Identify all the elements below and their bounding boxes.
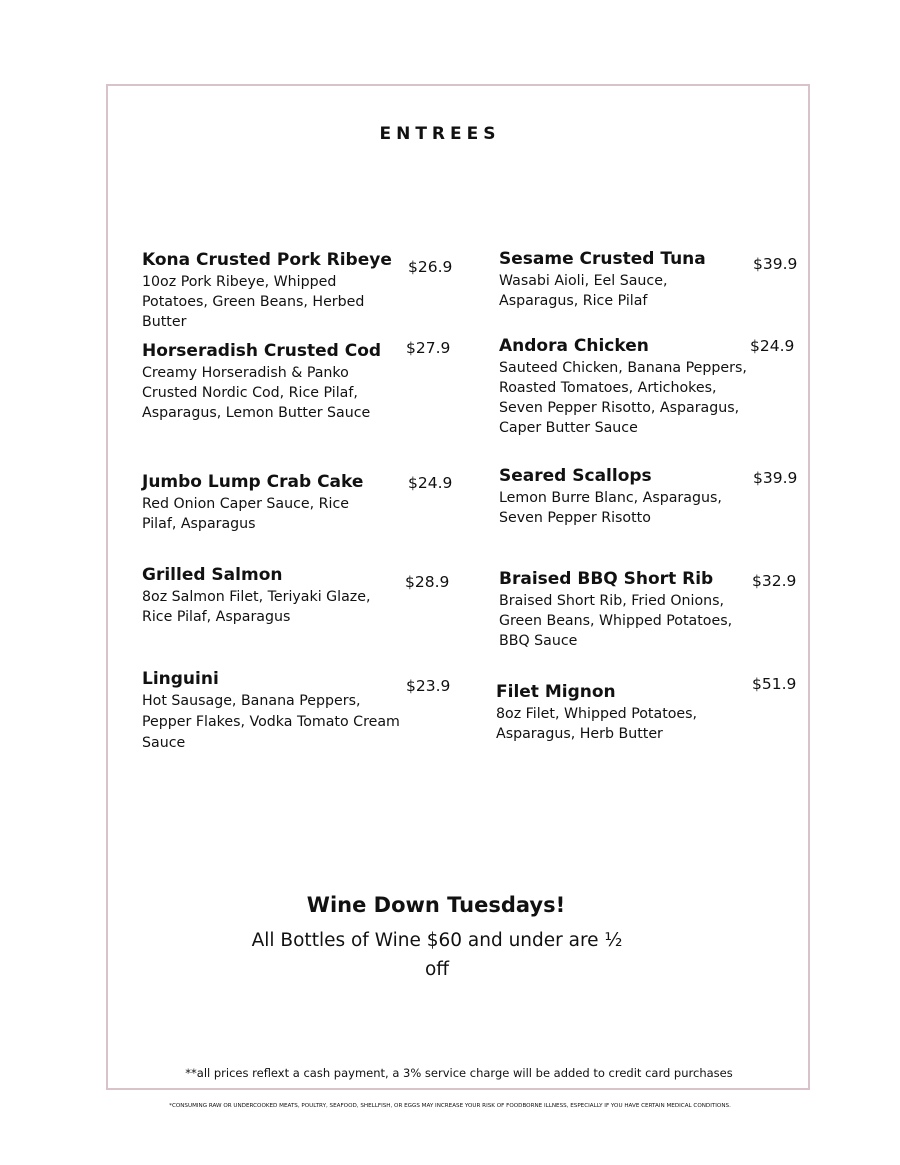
item-price: $32.9: [752, 572, 797, 590]
item-name: Seared Scallops: [499, 466, 652, 486]
item-price: $27.9: [406, 339, 451, 357]
item-description: 8oz Salmon Filet, Teriyaki Glaze, Rice Pilaf, Asparagus: [142, 589, 371, 625]
menu-item-linguini: [142, 668, 404, 754]
item-description: Lemon Burre Blanc, Asparagus, Seven Pepper Risotto: [499, 490, 722, 526]
item-price: $39.9: [753, 469, 798, 487]
menu-item-filet-mignon: [496, 681, 726, 744]
item-price: $26.9: [408, 258, 453, 276]
item-price: $23.9: [406, 677, 451, 695]
item-price: $28.9: [405, 573, 450, 591]
item-name: Kona Crusted Pork Ribeye: [142, 250, 392, 270]
item-description: Creamy Horseradish & Panko Crusted Nordic Cod, Rice Pilaf, Asparagus, Lemon Butter Sauce: [142, 365, 371, 421]
item-name: Horseradish Crusted Cod: [142, 341, 382, 361]
item-price: $39.9: [753, 255, 798, 273]
menu-item-andora-chicken: [499, 335, 749, 438]
menu-item-kona-pork-ribeye: [142, 249, 404, 332]
item-name: Jumbo Lump Crab Cake: [142, 472, 364, 492]
item-name: Andora Chicken: [499, 336, 649, 356]
menu-item-seared-scallops: [499, 465, 735, 528]
menu-item-grilled-salmon: [142, 564, 387, 627]
menu-item-crab-cake: [142, 471, 387, 534]
item-description: 8oz Filet, Whipped Potatoes, Asparagus, Herb Butter: [496, 706, 698, 742]
section-title: ENTREES: [379, 124, 501, 144]
menu-item-horseradish-cod: [142, 340, 404, 423]
item-description: Hot Sausage, Banana Peppers, Pepper Flakes, Vodka Tomato Cream Sauce: [142, 693, 400, 751]
promo-title: Wine Down Tuesdays!: [306, 893, 566, 917]
item-name: Braised BBQ Short Rib: [499, 569, 714, 589]
item-name: Sesame Crusted Tuna: [499, 249, 706, 269]
item-price: $51.9: [752, 675, 797, 693]
item-description: Red Onion Caper Sauce, Rice Pilaf, Asparagus: [142, 496, 349, 532]
item-name: Grilled Salmon: [142, 565, 283, 585]
item-price: $24.9: [408, 474, 453, 492]
item-name: Linguini: [142, 669, 219, 689]
item-description: 10oz Pork Ribeye, Whipped Potatoes, Green Beans, Herbed Butter: [142, 274, 365, 330]
promo-text: All Bottles of Wine $60 and under are ½ off: [251, 930, 623, 980]
item-name: Filet Mignon: [496, 682, 616, 702]
menu-item-bbq-short-rib: [499, 568, 739, 651]
health-disclaimer: *CONSUMING RAW OR UNDERCOOKED MEATS, POULTRY, SEAFOOD, SHELLFISH, OR EGGS MAY INCREASE YOUR RISK OF FOODBORNE ILLNESS, ESPECIALLY IF YOU HAVE CERTAIN MEDICAL CONDITIONS.: [169, 1103, 731, 1109]
price-footnote: **all prices reflext a cash payment, a 3% service charge will be added to credit card purchases: [185, 1066, 733, 1080]
item-description: Sauteed Chicken, Banana Peppers, Roasted Tomatoes, Artichokes, Seven Pepper Risotto, Asparagus, Caper Butter Sauce: [499, 360, 747, 436]
item-description: Wasabi Aioli, Eel Sauce, Asparagus, Rice Pilaf: [499, 273, 668, 309]
menu-item-sesame-tuna: [499, 248, 729, 311]
item-price: $24.9: [750, 337, 795, 355]
item-description: Braised Short Rib, Fried Onions, Green Beans, Whipped Potatoes, BBQ Sauce: [499, 593, 733, 649]
